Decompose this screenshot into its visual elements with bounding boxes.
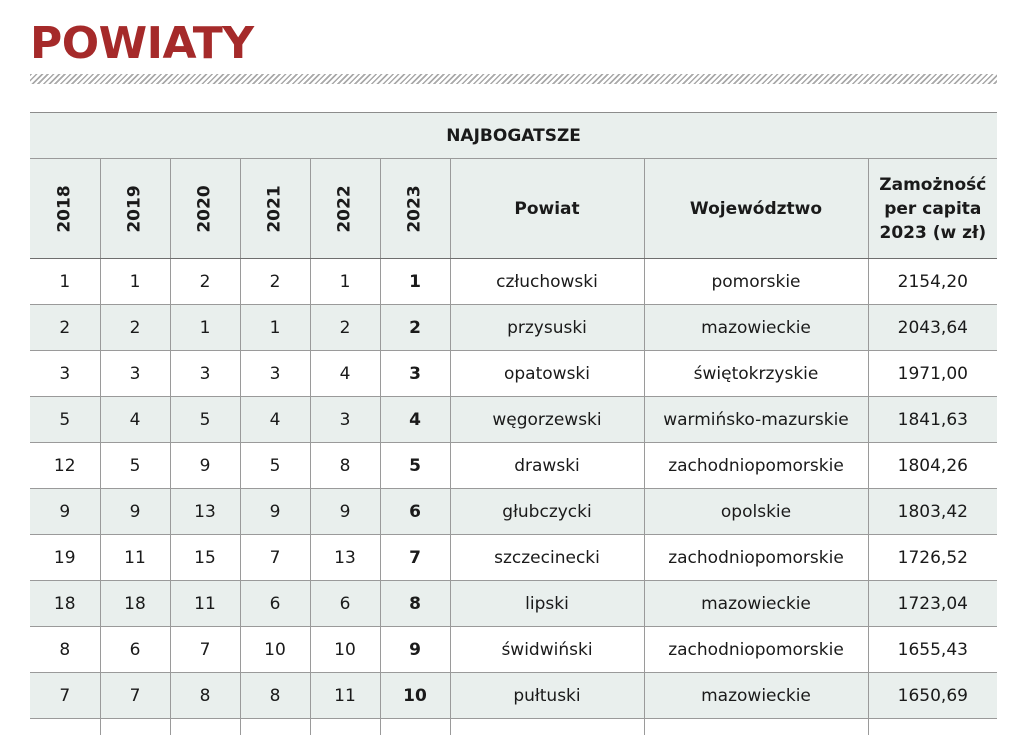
table-row: [30, 627, 997, 673]
table-cell: 13: [170, 489, 240, 535]
header-year-label: 2018: [54, 184, 75, 233]
table-cell: 9: [380, 627, 450, 673]
table-cell: 6: [100, 627, 170, 673]
table-cell: 8: [170, 673, 240, 719]
header-year-label: 2020: [194, 184, 215, 233]
table-cell: 6: [310, 581, 380, 627]
table-cell-empty: [240, 719, 310, 736]
table-cell-empty: [380, 719, 450, 736]
table-cell: 1841,63: [868, 397, 997, 443]
table-cell: 3: [380, 351, 450, 397]
table-cell: 10: [380, 673, 450, 719]
table-cell: 5: [30, 397, 100, 443]
table-cell: szczecinecki: [450, 535, 644, 581]
table-cell: 5: [380, 443, 450, 489]
table-cell: zachodniopomorskie: [644, 627, 868, 673]
table-cell: zachodniopomorskie: [644, 443, 868, 489]
table-cell: 4: [380, 397, 450, 443]
table-cell: przysuski: [450, 305, 644, 351]
table-cell: 2: [170, 259, 240, 305]
table-cell: 3: [240, 351, 310, 397]
table-cell: 2: [380, 305, 450, 351]
ranking-table: [30, 112, 997, 735]
table-cell: 11: [170, 581, 240, 627]
table-cell: 2: [240, 259, 310, 305]
table-cell: świdwiński: [450, 627, 644, 673]
header-year-3: [240, 159, 310, 259]
table-cell: 3: [100, 351, 170, 397]
table-row: [30, 351, 997, 397]
table-cell: 4: [310, 351, 380, 397]
table-cell: 18: [30, 581, 100, 627]
table-cell: 5: [240, 443, 310, 489]
table-cell: mazowieckie: [644, 305, 868, 351]
table-cell: 6: [380, 489, 450, 535]
table-cell: 1803,42: [868, 489, 997, 535]
table-row: [30, 673, 997, 719]
table-cell: zachodniopomorskie: [644, 535, 868, 581]
table-cell: 4: [100, 397, 170, 443]
table-cell: 2: [30, 305, 100, 351]
table-row: [30, 489, 997, 535]
table-cell: 1723,04: [868, 581, 997, 627]
table-cell: 1655,43: [868, 627, 997, 673]
table-cell: 9: [100, 489, 170, 535]
table-cell: opatowski: [450, 351, 644, 397]
table-row: [30, 581, 997, 627]
header-year-label: 2021: [264, 184, 285, 233]
table-cell: 2154,20: [868, 259, 997, 305]
table-row: [30, 443, 997, 489]
table-cell: 9: [170, 443, 240, 489]
table-cell-empty: [100, 719, 170, 736]
table-cell: 1726,52: [868, 535, 997, 581]
table-cell: 8: [240, 673, 310, 719]
table-cell: 1: [100, 259, 170, 305]
table-cell: 1: [170, 305, 240, 351]
table-cell: 8: [310, 443, 380, 489]
table-cell: 3: [170, 351, 240, 397]
table-cell: 18: [100, 581, 170, 627]
table-cell: 1650,69: [868, 673, 997, 719]
table-cell-empty: [170, 719, 240, 736]
table-cell: opolskie: [644, 489, 868, 535]
table-cell: 1971,00: [868, 351, 997, 397]
table-cell-empty: [450, 719, 644, 736]
table-cell: 10: [240, 627, 310, 673]
table-cell: 5: [170, 397, 240, 443]
table-cell: 3: [30, 351, 100, 397]
table-cell: lipski: [450, 581, 644, 627]
table-row: [30, 305, 997, 351]
table-cell: 12: [30, 443, 100, 489]
table-cell: 8: [380, 581, 450, 627]
table-cell: 2: [310, 305, 380, 351]
table-cell: węgorzewski: [450, 397, 644, 443]
table-cell: 1: [30, 259, 100, 305]
table-cell: 9: [240, 489, 310, 535]
table-cell: 5: [100, 443, 170, 489]
table-cell: 13: [310, 535, 380, 581]
header-year-label: 2023: [404, 184, 425, 233]
table-row: [30, 535, 997, 581]
table-cell: 9: [30, 489, 100, 535]
table-cell: pomorskie: [644, 259, 868, 305]
table-cell-empty: [644, 719, 868, 736]
table-cell: 10: [310, 627, 380, 673]
table-cell: głubczycki: [450, 489, 644, 535]
table-cell: świętokrzyskie: [644, 351, 868, 397]
table-cell: 1: [380, 259, 450, 305]
table-body: [30, 259, 997, 736]
table-cell: drawski: [450, 443, 644, 489]
table-cell: 9: [310, 489, 380, 535]
table-cell: 8: [30, 627, 100, 673]
table-cell: 15: [170, 535, 240, 581]
table-cell: mazowieckie: [644, 673, 868, 719]
header-year-label: 2022: [334, 184, 355, 233]
header-year-4: [310, 159, 380, 259]
table-cell-empty: [30, 719, 100, 736]
table-cell: warmińsko-mazurskie: [644, 397, 868, 443]
table-cell: człuchowski: [450, 259, 644, 305]
table-cell: 4: [240, 397, 310, 443]
table-cell: 2: [100, 305, 170, 351]
table-cell: mazowieckie: [644, 581, 868, 627]
table-banner: NAJBOGATSZE: [30, 113, 997, 159]
table-cell: 1: [310, 259, 380, 305]
table-cell: 1: [240, 305, 310, 351]
header-year-0: [30, 159, 100, 259]
table-cell-empty: [310, 719, 380, 736]
table-cell: 7: [170, 627, 240, 673]
table-row: [30, 397, 997, 443]
table-header-row: [30, 159, 997, 259]
hatched-divider: [30, 74, 997, 84]
header-powiat: Powiat: [450, 159, 644, 259]
table-row: [30, 259, 997, 305]
table-cell: 19: [30, 535, 100, 581]
page-title: POWIATY: [30, 18, 254, 69]
table-cell: 7: [240, 535, 310, 581]
table-cell-empty: [868, 719, 997, 736]
header-wojewodztwo: Województwo: [644, 159, 868, 259]
table-cell: 3: [310, 397, 380, 443]
header-year-1: [100, 159, 170, 259]
table-cell: 11: [100, 535, 170, 581]
header-zamoznosc: Zamożność per capita 2023 (w zł): [868, 159, 997, 259]
table-cell: 2043,64: [868, 305, 997, 351]
table-cell: pułtuski: [450, 673, 644, 719]
header-year-5: [380, 159, 450, 259]
header-year-label: 2019: [124, 184, 145, 233]
table-cell: 11: [310, 673, 380, 719]
header-year-2: [170, 159, 240, 259]
table-cell: 7: [30, 673, 100, 719]
table-cell: 7: [100, 673, 170, 719]
table-cell: 1804,26: [868, 443, 997, 489]
table-row-cutoff: [30, 719, 997, 736]
table-cell: 6: [240, 581, 310, 627]
table-cell: 7: [380, 535, 450, 581]
